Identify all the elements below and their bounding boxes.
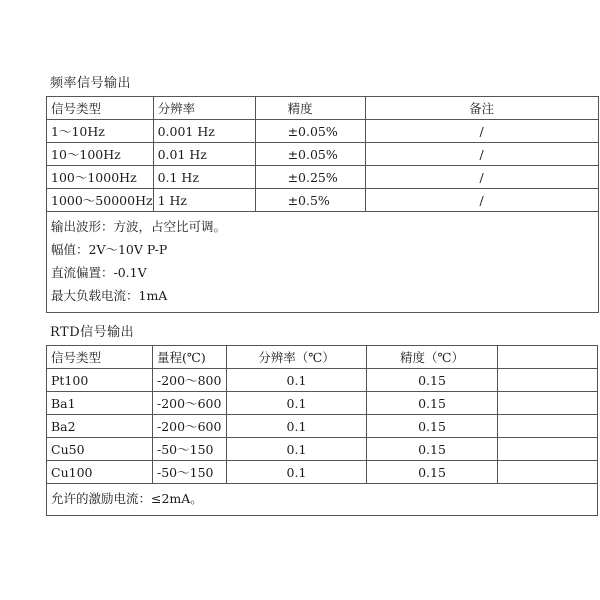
resolution-cell: 0.1 — [227, 461, 367, 484]
signal-type-cell: 10～100Hz — [47, 143, 154, 166]
signal-type-cell: Cu50 — [47, 438, 153, 461]
header-resolution: 分辨率 — [153, 97, 255, 120]
table-row — [47, 120, 599, 143]
table-row — [47, 438, 598, 461]
accuracy-cell: ±0.05% — [255, 143, 365, 166]
range-cell: -200～600 — [153, 415, 227, 438]
signal-type-cell: 1～10Hz — [47, 120, 154, 143]
accuracy-cell: ±0.25% — [255, 166, 365, 189]
accuracy-cell: ±0.5% — [255, 189, 365, 212]
notes-row — [47, 212, 599, 313]
note-waveform: 输出波形：方波，占空比可调。 — [51, 219, 227, 234]
table-row — [47, 392, 598, 415]
rtd-output-table — [46, 345, 598, 516]
empty-cell — [498, 392, 598, 415]
notes-cell — [47, 484, 598, 516]
signal-type-cell: Ba1 — [47, 392, 153, 415]
rtd-output-title: RTD信号输出 — [50, 325, 135, 340]
frequency-output-table — [46, 96, 599, 313]
resolution-cell: 1 Hz — [153, 189, 255, 212]
table-header-row — [47, 346, 598, 369]
range-cell: -200～600 — [153, 392, 227, 415]
note-excitation-current: 允许的激励电流：≤2mA。 — [51, 491, 203, 506]
range-cell: -50～150 — [153, 461, 227, 484]
header-signal-type: 信号类型 — [47, 346, 153, 369]
signal-type-cell: 1000～50000Hz — [47, 189, 154, 212]
accuracy-cell: 0.15 — [367, 369, 498, 392]
resolution-cell: 0.1 — [227, 392, 367, 415]
header-range: 量程(℃) — [153, 346, 227, 369]
accuracy-cell: 0.15 — [367, 392, 498, 415]
resolution-cell: 0.1 — [227, 369, 367, 392]
empty-cell — [498, 461, 598, 484]
remark-cell: / — [365, 166, 598, 189]
resolution-cell: 0.1 Hz — [153, 166, 255, 189]
empty-cell — [498, 369, 598, 392]
remark-cell: / — [365, 189, 598, 212]
notes-row — [47, 484, 598, 516]
resolution-cell: 0.1 — [227, 415, 367, 438]
header-accuracy: 精度 — [255, 97, 365, 120]
accuracy-cell: 0.15 — [367, 415, 498, 438]
signal-type-cell: Cu100 — [47, 461, 153, 484]
note-dc-offset: 直流偏置：-0.1V — [51, 265, 147, 280]
table-header-row — [47, 97, 599, 120]
empty-cell — [498, 438, 598, 461]
resolution-cell: 0.1 — [227, 438, 367, 461]
signal-type-cell: Pt100 — [47, 369, 153, 392]
notes-cell — [47, 212, 599, 313]
accuracy-cell: 0.15 — [367, 461, 498, 484]
remark-cell: / — [365, 143, 598, 166]
header-accuracy: 精度（℃） — [367, 346, 498, 369]
signal-type-cell: Ba2 — [47, 415, 153, 438]
remark-cell: / — [365, 120, 598, 143]
table-row — [47, 369, 598, 392]
range-cell: -50～150 — [153, 438, 227, 461]
resolution-cell: 0.01 Hz — [153, 143, 255, 166]
table-row — [47, 143, 599, 166]
resolution-cell: 0.001 Hz — [153, 120, 255, 143]
table-row — [47, 461, 598, 484]
accuracy-cell: ±0.05% — [255, 120, 365, 143]
table-row — [47, 415, 598, 438]
signal-type-cell: 100～1000Hz — [47, 166, 154, 189]
frequency-output-title: 频率信号输出 — [50, 76, 132, 91]
table-row — [47, 166, 599, 189]
empty-cell — [498, 346, 598, 369]
table-row — [47, 189, 599, 212]
empty-cell — [498, 415, 598, 438]
accuracy-cell: 0.15 — [367, 438, 498, 461]
header-signal-type: 信号类型 — [47, 97, 154, 120]
note-max-load-current: 最大负载电流：1mA — [51, 288, 168, 303]
note-amplitude: 幅值：2V～10V P-P — [51, 242, 168, 257]
header-resolution: 分辨率（℃） — [227, 346, 367, 369]
range-cell: -200～800 — [153, 369, 227, 392]
header-remark: 备注 — [365, 97, 598, 120]
